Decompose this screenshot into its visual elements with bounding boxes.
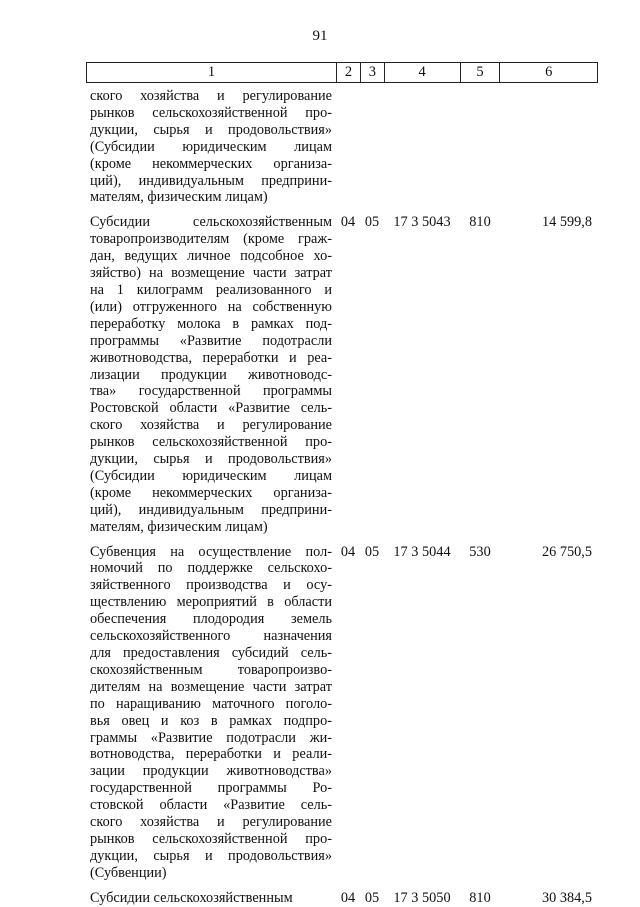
table-body (86, 88, 598, 907)
row-description (86, 214, 336, 535)
description-line: ций), индивидуальным предприни- (90, 501, 332, 518)
row-description (86, 890, 336, 907)
description-line: номочий по поддержке сельскохо- (90, 560, 332, 577)
description-line: мателям, физическим лицам) (90, 518, 268, 535)
description-line: для предоставления субсидий сель- (90, 645, 332, 661)
target-article-code (384, 88, 460, 206)
target-article-code: 17 3 5050 (393, 889, 451, 906)
header-col-6: 6 (499, 63, 597, 82)
description-line: Субсидии сельскохозяйственным (90, 214, 332, 231)
subsection-code (360, 88, 384, 206)
description-line: Субвенция на осуществление пол- (90, 543, 332, 560)
description-line: зации продукции животноводства» (90, 763, 332, 780)
description-line: тва» государственной программы (90, 383, 332, 400)
expense-type-code: 810 (469, 889, 491, 906)
description-line: на 1 килограмм реализованного и (90, 281, 332, 298)
amount-value (500, 88, 598, 206)
description-line: сельскохозяйственного назначения (90, 628, 332, 645)
subsection-code: 05 (364, 214, 380, 231)
description-line: Субсидии сельскохозяйственным (90, 889, 293, 906)
description-line: дителям на возмещение части затрат (90, 678, 332, 695)
description-line: скохозяйственным товаропроизво- (90, 661, 332, 678)
description-line: (кроме некоммерческих организа- (90, 155, 332, 172)
page-number: 91 (312, 28, 328, 44)
header-col-4: 4 (384, 63, 460, 82)
table-row (86, 890, 598, 907)
table-header (86, 62, 598, 83)
description-line: граммы «Развитие подотрасли жи- (90, 729, 332, 746)
description-line: рынков сельскохозяйственной про- (90, 104, 332, 121)
description-line: дукции, сырья и продовольствия» (90, 451, 332, 468)
description-line: по наращиванию маточного поголо- (90, 695, 332, 712)
description-line: вья овец и коз в рамках подпро- (90, 712, 332, 729)
description-line: переработку молока в рамках под- (90, 315, 332, 332)
row-description (86, 544, 336, 882)
description-line: обеспечения плодородия земель (90, 611, 332, 628)
description-line: государственной программы Ро- (90, 780, 332, 797)
section-code: 04 (340, 214, 356, 231)
expense-type-code: 810 (469, 214, 491, 231)
description-line: животноводства, переработки и реа- (90, 349, 332, 366)
section-code: 04 (340, 543, 356, 560)
subsection-code: 05 (364, 543, 380, 560)
description-line: рынков сельскохозяйственной про- (90, 830, 332, 847)
description-line: дукции, сырья и продовольствия» (90, 847, 332, 864)
description-line: мателям, физическим лицам) (90, 189, 268, 206)
description-line: ществлению мероприятий в области (90, 594, 332, 611)
description-line: стовской области «Развитие сель- (90, 797, 332, 814)
expense-type-code (460, 88, 500, 206)
row-description (86, 88, 336, 206)
target-article-code: 17 3 5044 (393, 543, 451, 560)
description-line: товаропроизводителям (кроме граж- (90, 231, 332, 248)
description-line: (или) отгруженного на собственную (90, 298, 332, 315)
description-line: зяйство) на возмещение части затрат (90, 265, 332, 282)
description-line: (Субсидии юридическим лицам (90, 138, 332, 155)
section-code: 04 (340, 889, 356, 906)
amount-value: 30 384,5 (541, 889, 592, 906)
description-line: рынков сельскохозяйственной про- (90, 434, 332, 451)
description-line: лизации продукции животноводс- (90, 366, 332, 383)
description-line: дукции, сырья и продовольствия» (90, 121, 332, 138)
description-line: программы «Развитие подотрасли (90, 332, 332, 349)
description-line: зяйственного производства и осу- (90, 577, 332, 594)
expense-type-code: 530 (469, 543, 491, 560)
description-line: ций), индивидуальным предприни- (90, 172, 332, 189)
amount-value: 26 750,5 (541, 543, 592, 560)
description-line: (кроме некоммерческих организа- (90, 484, 332, 501)
header-col-1: 1 (207, 64, 216, 80)
section-code (336, 88, 360, 206)
target-article-code: 17 3 5043 (393, 214, 451, 231)
table-row (86, 88, 598, 206)
table-row (86, 544, 598, 882)
description-line: (Субвенции) (90, 864, 167, 881)
description-line: (Субсидии юридическим лицам (90, 467, 332, 484)
description-line: Ростовской области «Развитие сель- (90, 400, 332, 417)
subsection-code: 05 (364, 889, 380, 906)
header-col-3: 3 (360, 63, 384, 82)
table-row (86, 214, 598, 535)
header-col-5: 5 (460, 63, 500, 82)
description-line: дан, ведущих личное подсобное хо- (90, 248, 332, 265)
description-line: ского хозяйства и регулирование (90, 814, 332, 831)
header-col-2: 2 (336, 63, 360, 82)
description-line: вотноводства, переработки и реали- (90, 746, 332, 763)
amount-value: 14 599,8 (541, 214, 592, 231)
description-line: ского хозяйства и регулирование (90, 417, 332, 434)
description-line: ского хозяйства и регулирование (90, 88, 332, 104)
